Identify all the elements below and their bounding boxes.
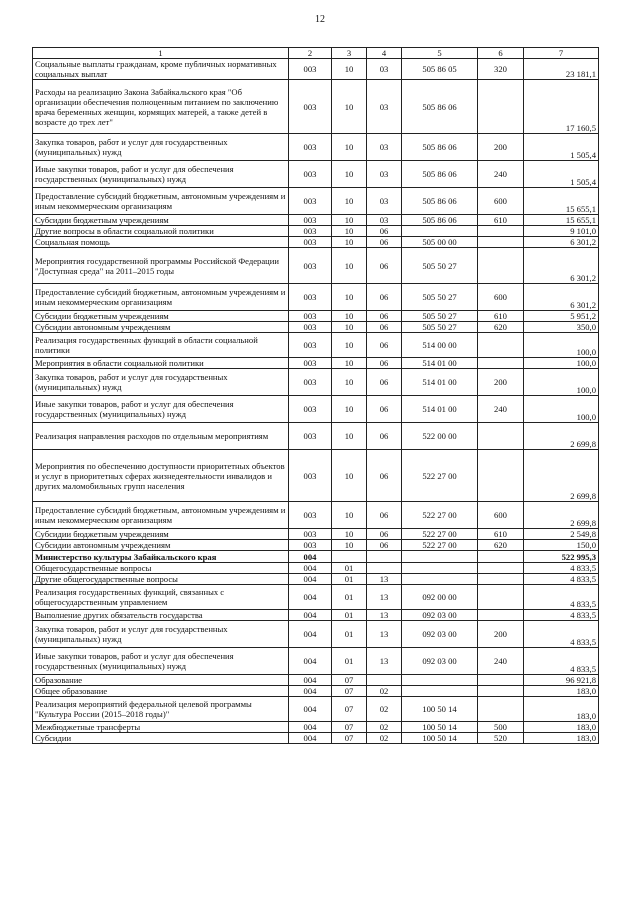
row-admin-code: 004 [289, 686, 332, 697]
row-amount: 2 699,8 [524, 423, 599, 450]
row-amount: 96 921,8 [524, 675, 599, 686]
row-subsection: 06 [367, 396, 402, 423]
row-name: Другие вопросы в области социальной политики [33, 226, 289, 237]
row-admin-code: 003 [289, 502, 332, 529]
row-section: 10 [332, 134, 367, 161]
row-amount: 350,0 [524, 322, 599, 333]
row-target-article [402, 574, 478, 585]
row-name: Субсидии [33, 733, 289, 744]
row-name: Иные закупки товаров, работ и услуг для обеспечения государственных (муниципальных) нужд [33, 648, 289, 675]
row-admin-code: 003 [289, 540, 332, 551]
row-amount: 2 699,8 [524, 502, 599, 529]
row-section: 10 [332, 358, 367, 369]
row-subsection: 03 [367, 134, 402, 161]
row-section: 10 [332, 369, 367, 396]
row-amount: 15 655,1 [524, 215, 599, 226]
budget-table [32, 47, 599, 744]
table-row [33, 396, 599, 423]
row-name: Выполнение других обязательств государства [33, 610, 289, 621]
row-name: Реализация направления расходов по отдельным мероприятиям [33, 423, 289, 450]
row-expense-type: 520 [478, 733, 524, 744]
row-name: Иные закупки товаров, работ и услуг для обеспечения государственных (муниципальных) нужд [33, 396, 289, 423]
row-expense-type: 620 [478, 540, 524, 551]
table-row [33, 540, 599, 551]
row-target-article: 505 50 27 [402, 248, 478, 284]
row-name: Межбюджетные трансферты [33, 722, 289, 733]
row-target-article: 514 01 00 [402, 358, 478, 369]
row-admin-code: 003 [289, 333, 332, 358]
row-admin-code: 003 [289, 134, 332, 161]
table-row [33, 311, 599, 322]
row-target-article: 100 50 14 [402, 733, 478, 744]
table-row [33, 248, 599, 284]
row-admin-code: 004 [289, 610, 332, 621]
row-expense-type: 200 [478, 369, 524, 396]
row-name: Предоставление субсидий бюджетным, автономным учреждениям и иным некоммерческим организациям [33, 284, 289, 311]
row-amount: 1 505,4 [524, 134, 599, 161]
row-admin-code: 004 [289, 675, 332, 686]
row-amount: 100,0 [524, 396, 599, 423]
row-target-article: 522 27 00 [402, 450, 478, 502]
table-row [33, 610, 599, 621]
row-amount: 100,0 [524, 369, 599, 396]
row-name: Реализация государственных функций, связанных с общегосударственным управлением [33, 585, 289, 610]
table-row [33, 333, 599, 358]
row-amount: 522 995,3 [524, 551, 599, 563]
row-amount: 6 301,2 [524, 284, 599, 311]
row-target-article: 522 00 00 [402, 423, 478, 450]
row-expense-type: 600 [478, 502, 524, 529]
row-target-article [402, 675, 478, 686]
row-target-article: 505 50 27 [402, 284, 478, 311]
row-expense-type: 200 [478, 621, 524, 648]
row-expense-type: 200 [478, 134, 524, 161]
row-subsection: 06 [367, 333, 402, 358]
header-row [33, 48, 599, 59]
row-subsection: 13 [367, 585, 402, 610]
row-admin-code: 003 [289, 226, 332, 237]
row-target-article: 505 86 05 [402, 59, 478, 80]
row-target-article: 514 01 00 [402, 369, 478, 396]
row-admin-code: 003 [289, 369, 332, 396]
row-expense-type [478, 450, 524, 502]
row-expense-type [478, 563, 524, 574]
row-section: 10 [332, 333, 367, 358]
row-subsection: 02 [367, 686, 402, 697]
row-target-article: 505 50 27 [402, 322, 478, 333]
header-cell: 1 [33, 48, 289, 59]
row-subsection: 06 [367, 226, 402, 237]
row-section: 10 [332, 322, 367, 333]
row-expense-type [478, 697, 524, 722]
row-name: Мероприятия государственной программы Российской Федерации "Доступная среда" на 2011–2015 годы [33, 248, 289, 284]
row-section: 07 [332, 697, 367, 722]
row-target-article: 522 27 00 [402, 529, 478, 540]
row-target-article: 092 03 00 [402, 648, 478, 675]
row-amount: 6 301,2 [524, 248, 599, 284]
row-name: Закупка товаров, работ и услуг для государственных (муниципальных) нужд [33, 621, 289, 648]
row-admin-code: 003 [289, 80, 332, 134]
row-expense-type [478, 248, 524, 284]
row-target-article [402, 226, 478, 237]
row-name: Социальные выплаты гражданам, кроме публичных нормативных социальных выплат [33, 59, 289, 80]
row-admin-code: 004 [289, 697, 332, 722]
row-expense-type: 600 [478, 188, 524, 215]
row-subsection: 13 [367, 574, 402, 585]
row-admin-code: 004 [289, 585, 332, 610]
table-row [33, 369, 599, 396]
table-row [33, 358, 599, 369]
table-row [33, 648, 599, 675]
row-expense-type: 610 [478, 215, 524, 226]
row-subsection [367, 675, 402, 686]
row-amount: 4 833,5 [524, 563, 599, 574]
row-expense-type [478, 237, 524, 248]
table-row [33, 551, 599, 563]
row-subsection [367, 551, 402, 563]
row-expense-type [478, 675, 524, 686]
row-name: Субсидии автономным учреждениям [33, 322, 289, 333]
row-amount: 2 699,8 [524, 450, 599, 502]
row-admin-code: 003 [289, 322, 332, 333]
row-admin-code: 003 [289, 237, 332, 248]
row-subsection: 06 [367, 502, 402, 529]
row-amount: 183,0 [524, 733, 599, 744]
row-section: 10 [332, 237, 367, 248]
row-section: 10 [332, 450, 367, 502]
row-expense-type: 240 [478, 648, 524, 675]
row-name: Реализация мероприятий федеральной целевой программы "Культура России (2015–2018 годы)" [33, 697, 289, 722]
row-amount: 183,0 [524, 697, 599, 722]
row-amount: 4 833,5 [524, 574, 599, 585]
table-row [33, 134, 599, 161]
table-row [33, 697, 599, 722]
row-target-article [402, 563, 478, 574]
table-row [33, 215, 599, 226]
row-target-article: 505 86 06 [402, 188, 478, 215]
table-row [33, 284, 599, 311]
row-subsection: 03 [367, 161, 402, 188]
row-name: Образование [33, 675, 289, 686]
row-target-article: 505 86 06 [402, 134, 478, 161]
row-name: Предоставление субсидий бюджетным, автономным учреждениям и иным некоммерческим организациям [33, 502, 289, 529]
row-admin-code: 003 [289, 248, 332, 284]
row-target-article: 514 01 00 [402, 396, 478, 423]
row-amount: 4 833,5 [524, 621, 599, 648]
table-row [33, 161, 599, 188]
row-section: 01 [332, 574, 367, 585]
header-cell: 2 [289, 48, 332, 59]
row-admin-code: 003 [289, 423, 332, 450]
row-name: Реализация государственных функций в области социальной политики [33, 333, 289, 358]
row-amount: 15 655,1 [524, 188, 599, 215]
row-name: Субсидии бюджетным учреждениям [33, 529, 289, 540]
row-subsection: 03 [367, 215, 402, 226]
row-expense-type [478, 686, 524, 697]
row-target-article: 522 27 00 [402, 502, 478, 529]
row-subsection: 06 [367, 529, 402, 540]
row-subsection: 02 [367, 697, 402, 722]
row-section: 10 [332, 284, 367, 311]
row-admin-code: 003 [289, 188, 332, 215]
row-section: 07 [332, 722, 367, 733]
row-amount: 1 505,4 [524, 161, 599, 188]
table-row [33, 423, 599, 450]
row-amount: 100,0 [524, 358, 599, 369]
row-target-article: 100 50 14 [402, 722, 478, 733]
row-expense-type: 620 [478, 322, 524, 333]
row-section: 07 [332, 675, 367, 686]
table-row [33, 675, 599, 686]
row-section: 01 [332, 648, 367, 675]
table-row [33, 722, 599, 733]
row-section: 10 [332, 161, 367, 188]
table-row [33, 502, 599, 529]
row-admin-code: 003 [289, 311, 332, 322]
row-admin-code: 003 [289, 396, 332, 423]
row-section [332, 551, 367, 563]
row-name: Мероприятия по обеспечению доступности приоритетных объектов и услуг в приоритетных сферах жизнедеятельности инвалидов и других маломобильных групп населения [33, 450, 289, 502]
row-amount: 6 301,2 [524, 237, 599, 248]
row-name: Субсидии бюджетным учреждениям [33, 311, 289, 322]
row-target-article: 092 00 00 [402, 585, 478, 610]
row-target-article: 505 50 27 [402, 311, 478, 322]
row-admin-code: 004 [289, 551, 332, 563]
row-expense-type: 600 [478, 284, 524, 311]
row-amount: 5 951,2 [524, 311, 599, 322]
row-subsection: 06 [367, 423, 402, 450]
row-target-article [402, 686, 478, 697]
table-row [33, 529, 599, 540]
row-expense-type: 240 [478, 396, 524, 423]
row-section: 10 [332, 540, 367, 551]
row-expense-type [478, 80, 524, 134]
row-subsection: 06 [367, 322, 402, 333]
table-row [33, 80, 599, 134]
table-row [33, 322, 599, 333]
row-target-article: 100 50 14 [402, 697, 478, 722]
row-section: 07 [332, 686, 367, 697]
row-section: 10 [332, 59, 367, 80]
row-name: Предоставление субсидий бюджетным, автономным учреждениям и иным некоммерческим организациям [33, 188, 289, 215]
row-target-article: 505 86 06 [402, 80, 478, 134]
row-target-article [402, 551, 478, 563]
row-admin-code: 003 [289, 161, 332, 188]
row-expense-type: 610 [478, 529, 524, 540]
row-name: Субсидии автономным учреждениям [33, 540, 289, 551]
row-subsection: 06 [367, 284, 402, 311]
row-subsection: 06 [367, 369, 402, 396]
row-expense-type [478, 333, 524, 358]
row-amount: 23 181,1 [524, 59, 599, 80]
row-subsection: 13 [367, 621, 402, 648]
row-admin-code: 004 [289, 733, 332, 744]
row-admin-code: 003 [289, 215, 332, 226]
row-admin-code: 003 [289, 284, 332, 311]
row-target-article: 505 00 00 [402, 237, 478, 248]
row-admin-code: 004 [289, 563, 332, 574]
table-row [33, 574, 599, 585]
row-subsection: 13 [367, 648, 402, 675]
row-expense-type [478, 574, 524, 585]
row-section: 10 [332, 80, 367, 134]
row-section: 10 [332, 423, 367, 450]
row-name: Мероприятия в области социальной политики [33, 358, 289, 369]
row-subsection [367, 563, 402, 574]
table-row [33, 237, 599, 248]
row-subsection: 03 [367, 188, 402, 215]
header-cell: 5 [402, 48, 478, 59]
row-name: Социальная помощь [33, 237, 289, 248]
row-expense-type [478, 610, 524, 621]
row-amount: 4 833,5 [524, 648, 599, 675]
row-section: 10 [332, 529, 367, 540]
row-target-article: 092 03 00 [402, 610, 478, 621]
row-subsection: 13 [367, 610, 402, 621]
row-name: Субсидии бюджетным учреждениям [33, 215, 289, 226]
row-amount: 100,0 [524, 333, 599, 358]
row-subsection: 03 [367, 80, 402, 134]
row-section: 10 [332, 311, 367, 322]
row-section: 01 [332, 610, 367, 621]
row-subsection: 06 [367, 540, 402, 551]
row-name: Иные закупки товаров, работ и услуг для обеспечения государственных (муниципальных) нужд [33, 161, 289, 188]
row-section: 07 [332, 733, 367, 744]
row-expense-type [478, 423, 524, 450]
row-expense-type [478, 226, 524, 237]
row-name: Расходы на реализацию Закона Забайкальского края "Об организации обеспечения полноценным питанием по заключению врача беременных женщин, кормящих матерей, а также детей в возрасте до трех лет" [33, 80, 289, 134]
row-target-article: 092 03 00 [402, 621, 478, 648]
row-target-article: 505 86 06 [402, 215, 478, 226]
table-row [33, 450, 599, 502]
table-row [33, 188, 599, 215]
row-target-article: 522 27 00 [402, 540, 478, 551]
row-section: 10 [332, 215, 367, 226]
row-expense-type [478, 358, 524, 369]
row-section: 10 [332, 502, 367, 529]
row-name: Другие общегосударственные вопросы [33, 574, 289, 585]
row-name: Общегосударственные вопросы [33, 563, 289, 574]
row-subsection: 03 [367, 59, 402, 80]
row-amount: 150,0 [524, 540, 599, 551]
table-row [33, 585, 599, 610]
header-cell: 4 [367, 48, 402, 59]
row-admin-code: 003 [289, 529, 332, 540]
header-cell: 3 [332, 48, 367, 59]
row-subsection: 06 [367, 237, 402, 248]
row-amount: 2 549,8 [524, 529, 599, 540]
row-amount: 183,0 [524, 722, 599, 733]
row-admin-code: 004 [289, 574, 332, 585]
row-subsection: 02 [367, 733, 402, 744]
row-admin-code: 003 [289, 450, 332, 502]
row-admin-code: 003 [289, 358, 332, 369]
row-section: 10 [332, 248, 367, 284]
row-subsection: 02 [367, 722, 402, 733]
row-section: 01 [332, 621, 367, 648]
row-expense-type [478, 551, 524, 563]
row-expense-type: 610 [478, 311, 524, 322]
row-subsection: 06 [367, 311, 402, 322]
row-section: 10 [332, 188, 367, 215]
table-row [33, 563, 599, 574]
row-name: Общее образование [33, 686, 289, 697]
row-expense-type [478, 585, 524, 610]
row-expense-type: 500 [478, 722, 524, 733]
row-expense-type: 240 [478, 161, 524, 188]
row-admin-code: 004 [289, 722, 332, 733]
row-amount: 183,0 [524, 686, 599, 697]
table-row [33, 686, 599, 697]
row-amount: 4 833,5 [524, 585, 599, 610]
row-target-article: 514 00 00 [402, 333, 478, 358]
row-target-article: 505 86 06 [402, 161, 478, 188]
row-admin-code: 004 [289, 648, 332, 675]
table-body [33, 59, 599, 744]
row-name: Закупка товаров, работ и услуг для государственных (муниципальных) нужд [33, 134, 289, 161]
row-name: Министерство культуры Забайкальского края [33, 551, 289, 563]
row-expense-type: 320 [478, 59, 524, 80]
row-subsection: 06 [367, 358, 402, 369]
table-row [33, 59, 599, 80]
header-cell: 7 [524, 48, 599, 59]
row-amount: 9 101,0 [524, 226, 599, 237]
row-section: 01 [332, 563, 367, 574]
row-section: 10 [332, 396, 367, 423]
row-admin-code: 004 [289, 621, 332, 648]
row-subsection: 06 [367, 450, 402, 502]
row-admin-code: 003 [289, 59, 332, 80]
header-cell: 6 [478, 48, 524, 59]
row-name: Закупка товаров, работ и услуг для государственных (муниципальных) нужд [33, 369, 289, 396]
page-number: 12 [315, 14, 325, 25]
row-section: 10 [332, 226, 367, 237]
row-subsection: 06 [367, 248, 402, 284]
row-amount: 4 833,5 [524, 610, 599, 621]
table-row [33, 733, 599, 744]
row-amount: 17 160,5 [524, 80, 599, 134]
table-row [33, 226, 599, 237]
row-section: 01 [332, 585, 367, 610]
table-row [33, 621, 599, 648]
